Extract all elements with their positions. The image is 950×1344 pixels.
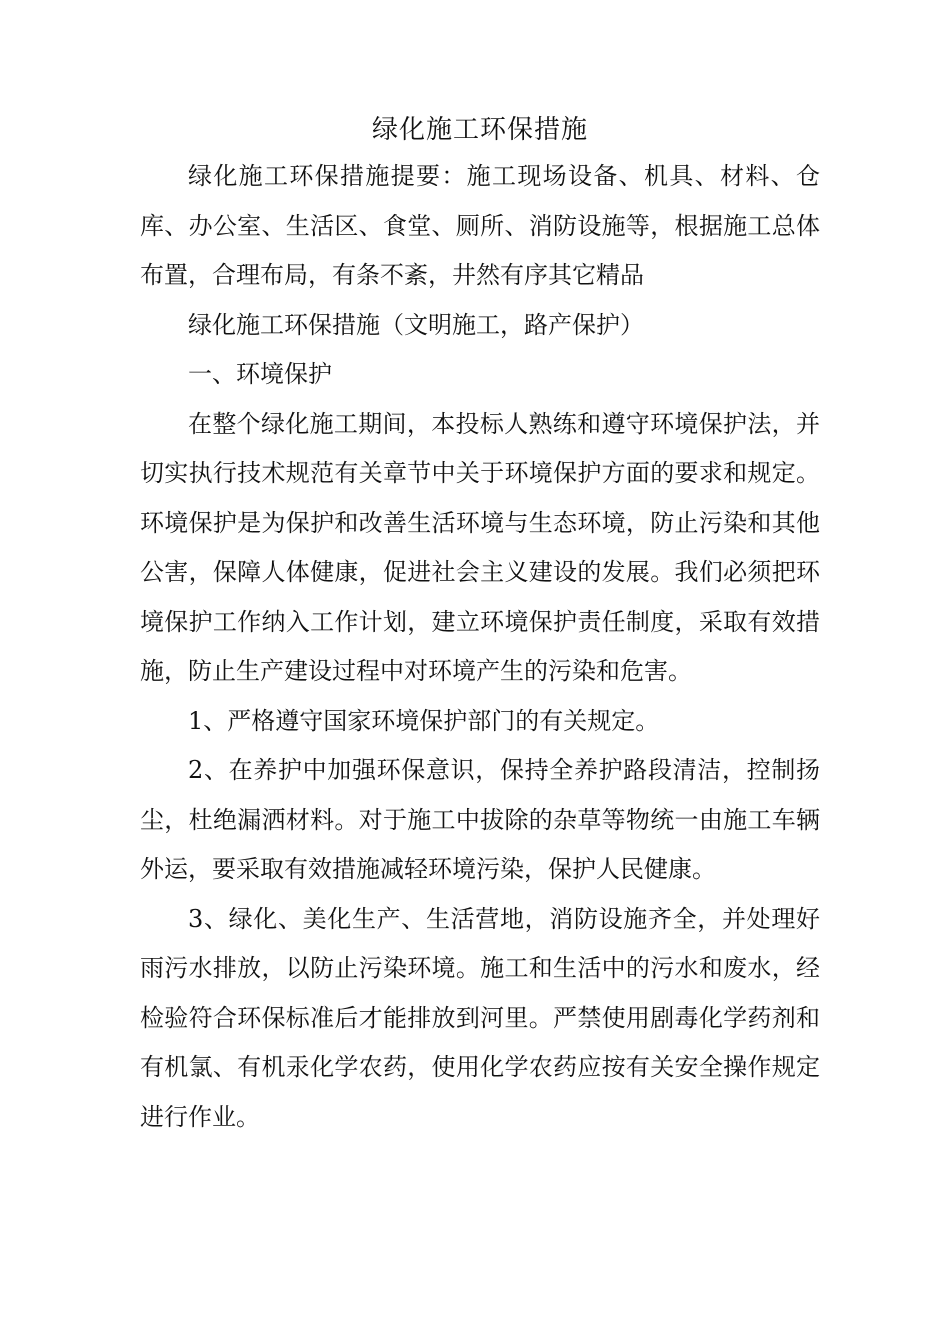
list-item-1: 1、严格遵守国家环境保护部门的有关规定。	[188, 706, 660, 735]
section-heading-environment: 一、环境保护	[188, 360, 332, 388]
paragraph-summary: 绿化施工环保措施提要：施工现场设备、机具、材料、仓库、办公室、生活区、食堂、厕所、消防设施等，根据施工总体布置，合理布局，有条不紊，井然有序其它精品	[140, 162, 820, 289]
document-page	[140, 108, 820, 1142]
document-title: 绿化施工环保措施	[371, 115, 588, 145]
paragraph-subtitle: 绿化施工环保措施（文明施工，路产保护）	[188, 310, 644, 339]
list-item-2: 2、在养护中加强环保意识，保持全养护路段清洁，控制扬尘，杜绝漏洒材料。对于施工中拔除的杂草等物统一由施工车辆外运，要采取有效措施减轻环境污染，保护人民健康。	[140, 756, 820, 883]
paragraph-environment-intro: 在整个绿化施工期间，本投标人熟练和遵守环境保护法，并切实执行技术规范有关章节中关于环境保护方面的要求和规定。环境保护是为保护和改善生活环境与生态环境，防止污染和其他公害，保障人体健康，促进社会主义建设的发展。我们必须把环境保护工作纳入工作计划，建立环境保护责任制度，采取有效措施，防止生产建设过程中对环境产生的污染和危害。	[140, 409, 820, 685]
list-item-3: 3、绿化、美化生产、生活营地，消防设施齐全，并处理好雨污水排放，以防止污染环境。施工和生活中的污水和废水，经检验符合环保标准后才能排放到河里。严禁使用剧毒化学药剂和有机氯、有机汞化学农药，使用化学农药应按有关安全操作规定进行作业。	[140, 904, 820, 1131]
